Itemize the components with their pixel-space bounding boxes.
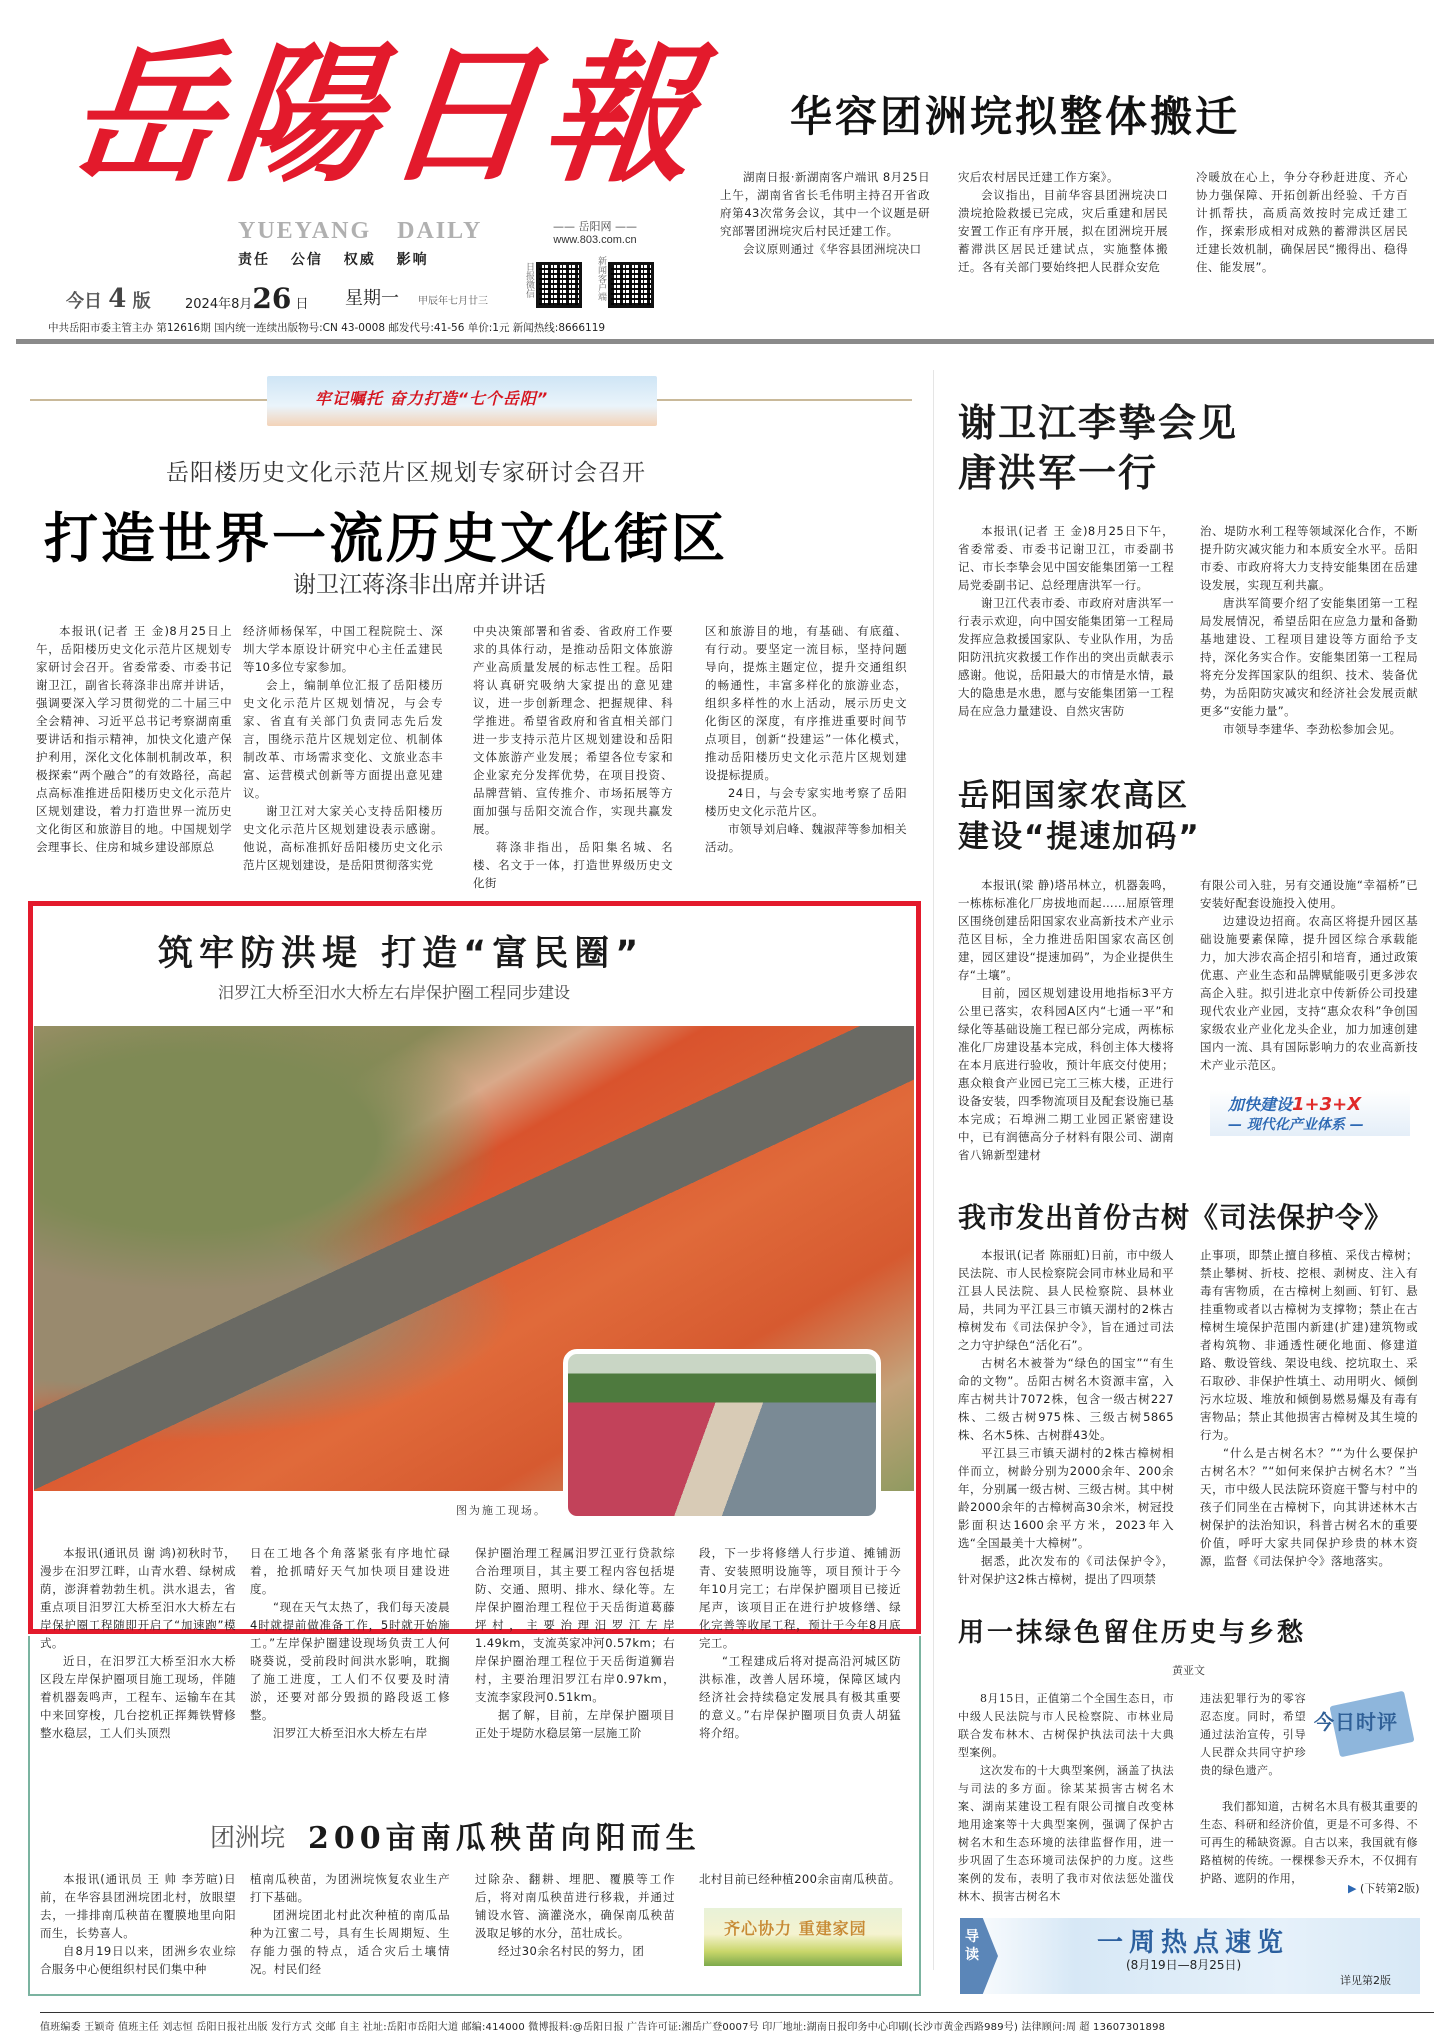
ancient-tree-story-col-2: 止事项，即禁止擅自移植、采伐古樟树；禁止攀树、折枝、挖根、剥树皮、注入有毒有害物质，在古樟树上刻画、钉钉、悬挂重物或者以古樟树为支撑物；禁止在古樟树生境保护范围内新建(扩建)建筑物或者构筑物、非通透性硬化地面、修建道路、敷设管线、架设电线、挖坑取土、采石取砂、非保护性填土、动用明火、倾倒污水垃圾、堆放和倾倒易燃易爆及有毒有害物品；禁止其他损害古樟树及其生境的行为。 “什么是古树名木？”“为什么要保护古树名木？”“如何来保护古树名木？”当天，市中级人民法院环资庭干警与村中的孩子们同坐在古樟树下，向其讲述林木古树保护的法治知识，科普古树名木的重要价值，呼吁大家共同保护珍贵的林木资源，监督《司法保护令》落地落实。	[1200, 1248, 1418, 1568]
feature-col-1: 本报讯(通讯员 谢 鸿)初秋时节，漫步在汨罗江畔，山青水碧、绿树成荫，澎湃着勃勃生机。洪水退去，省重点项目汨罗江大桥至汨水大桥左右岸保护圈工程随即开启了“加速跑”模式。 近日，在汨罗江大桥至汨水大桥区段左岸保护圈项目施工现场，伴随着机器轰鸣声，工程车、运输车在其中来回穿梭，几台挖机正挥舞铁臂修整水稳层，工人们头顶烈	[40, 1546, 236, 1740]
photo-caption: 图为施工现场。	[456, 1504, 547, 1517]
weekday: 星期一	[345, 288, 399, 309]
lead-story-col-4: 区和旅游目的地，有基础、有底蕴、有行动。要坚定一流目标，坚持问题导向，提炼主题定位，提升交通组织的畅通性，丰富多样化的旅游业态，组织多样性的水上活动，展示历史文化街区的深度，有序推进重要时间节点项目，创新“投建运”一体化模式，推动岳阳楼历史文化示范片区规划建设提标提质。 24日，与会专家实地考察了岳阳楼历史文化示范片区。 市领导刘启峰、魏淑萍等参加相关活动。	[705, 624, 907, 854]
meeting-story-headline[interactable]: 谢卫江李挚会见 唐洪军一行	[958, 401, 1239, 495]
qr-code-wechat[interactable]	[536, 262, 582, 308]
commentary-headline[interactable]: 用一抹绿色留住历史与乡愁	[958, 1618, 1307, 1648]
rebuild-ad-text: 齐心协力 重建家园	[724, 1919, 867, 1938]
bottom-story-col-3: 过除杂、翻耕、埋肥、覆膜等工作后，将对南瓜秧苗进行移栽，并通过铺设水管、滴灌浇水，确保南瓜秧苗汲取足够的水分，茁壮成长。 经过30余名村民的努力，团	[475, 1872, 675, 1958]
meeting-story-col-1: 本报讯(记者 王 金)8月25日下午，省委常委、市委书记谢卫江，市委副书记、市长李挚会见中国安能集团第一工程局党委副书记、总经理唐洪军一行。 谢卫江代表市委、市政府对唐洪军一行表示欢迎，向中国安能集团第一工程局发挥应急救援国家队、专业队作用，为岳阳防汛抗灾救援工作作出的突出贡献表示感谢。他说，岳阳最大的市情是水情，最大的隐患是水患，愿与安能集团第一工程局在应急力量建设、自然灾害防	[958, 524, 1174, 718]
edition-count: 今日 4 版	[66, 284, 151, 314]
ancient-tree-story-col-1: 本报讯(记者 陈丽虹)日前，市中级人民法院、市人民检察院会同市林业局和平江县人民法院、县人民检察院、县林业局，共同为平江县三市镇天湖村的2株古樟树发布《司法保护令》，旨在通过司法之力守护绿色“活化石”。 古树名木被誉为“绿色的国宝”“有生命的文物”。岳阳古树名木资源丰富，入库古树共计7072株，包含一级古树227株、二级古树975株、三级古树5865株、名木5株、古树群43处。 平江县三市镇天湖村的2株古樟树相伴而立，树龄分别为2000余年、200余年，分别属一级古树、三级古树。其中树龄2000余年的古樟树高30余米，树冠投影面积达1600余平方米，2023年入选“全国最美十大樟树”。 据悉，此次发布的《司法保护令》，针对保护这2株古樟树，提出了四项禁	[958, 1248, 1174, 1586]
agri-zone-story-col-1: 本报讯(梁 静)塔吊林立，机器轰鸣，一栋栋标准化厂房拔地而起……屈原管理区围绕创建岳阳国家农业高新技术产业示范区目标，全力推进岳阳国家农高区创建，园区建设“提速加码”，为企业提供生存“土壤”。 目前，园区规划建设用地指标3平方公里已落实，农科园A区内“七通一平”和绿化等基础设施工程已部分完成，两栋标准化厂房建设基本完成，科创主体大楼将在本月底进行验收，预计年底交付使用；惠众粮食产业园已完工三栋大楼，正进行设备安装，四季物流项目及配套设施已基本完成；石埠洲二期工业园正紧密建设中，已有润德高分子材料有限公司、湖南省八锦新型建材	[958, 878, 1174, 1162]
agri-zone-story-col-2: 有限公司入驻，另有交通设施“幸福桥”已安装好配套设施投入使用。 边建设边招商。农高区将提升园区基础设施要素保障，提升园区综合承载能力，加大涉农高企招引和培育，通过政策优惠、产业生态和品牌赋能吸引更多涉农高企入驻。拟引进北京中传新侨公司投建现代农业产业园，支持“惠众农科”争创国家级农业产业化龙头企业，加力加速创建国内一流、具有国际影响力的农业高新技术产业示范区。	[1200, 878, 1418, 1072]
commentary-column-badge: 今日时评	[1314, 1710, 1398, 1734]
footer-divider	[40, 2012, 1434, 2013]
qr-code-app[interactable]	[608, 262, 654, 308]
lead-story-headline[interactable]: 打造世界一流历史文化街区	[44, 507, 728, 570]
guide-see-page[interactable]: 详见第2版	[1340, 1974, 1391, 1987]
guide-tag-label: 导读	[965, 1929, 979, 1963]
feature-subtitle: 汨罗江大桥至汨水大桥左右岸保护圈工程同步建设	[218, 983, 571, 1002]
feature-col-2: 日在工地各个角落紧张有序地忙碌着，抢抓晴好天气加快项目建设进度。 “现在天气太热了，我们每天凌晨4时就提前做准备工作，5时就开始施工。”左岸保护圈建设现场负责工人何晓葵说，受前段时间洪水影响，耽搁了施工进度，工人们不仅要及时清淤，还要对部分毁损的路段返工修整。 汨罗江大桥至汨水大桥左右岸	[250, 1546, 450, 1740]
industry-promo-line2: — 现代化产业体系 —	[1228, 1117, 1364, 1133]
top-story-col-2: 灾后农村居民迁建工作方案》。 会议指出，目前华容县团洲垸决口溃垸抢险救援已完成，灾后重建和居民安置工作正有序开展，拟在团洲垸开展蓄滞洪区居民迁建试点，实施整体搬迁。各有关部门要始终把人民群众安危	[958, 170, 1168, 274]
qr-label-app: 新闻客户端	[596, 256, 606, 301]
arrow-right-icon: ▶	[1348, 1882, 1357, 1895]
website-url[interactable]: www.803.com.cn	[553, 234, 637, 246]
issue-date: 2024年8月26 日	[185, 282, 309, 315]
feature-col-3: 保护圈治理工程属汨罗江亚行贷款综合治理项目，其主要工程内容包括堤防、交通、照明、排水、绿化等。左岸保护圈治理工程位于天岳街道葛藤坪村，主要治理汨罗江左岸1.49km，支流英家冲河0.57km；右岸保护圈治理工程位于天岳街道狮岩村，主要治理汨罗江右岸0.97km，支流李家段河0.51km。 据了解，目前，左岸保护圈项目正处于堤防水稳层第一层施工阶	[475, 1546, 675, 1740]
bottom-story-col-2: 植南瓜秧苗，为团洲垸恢复农业生产打下基础。 团洲垸团北村此次种植的南瓜品种为江蜜二号，具有生长周期短、生存能力强的特点，适合灾后土壤情况。村民们经	[250, 1872, 450, 1976]
lead-story-col-3: 中央决策部署和省委、省政府工作要求的具体行动，是推动岳阳文体旅游产业高质量发展的标志性工程。岳阳将认真研究吸纳大家提出的意见建议，进一步创新理念、把握规律、科学推进。希望省政府和省直相关部门进一步支持示范片区规划建设和岳阳文体旅游产业发展；希望各位专家和企业家充分发挥优势，在项目投资、品牌营销、宣传推介、市场拓展等方面加强与岳阳交流合作，实现共赢发展。 蒋涤非指出，岳阳集名城、名楼、名文于一体，打造世界级历史文化街	[473, 624, 673, 890]
footer-info: 值班编委 王颖奇 值班主任 刘志恒 岳阳日报社出版 发行方式 交邮 自主 社址:岳阳市岳阳大道 邮编:414000 微博报料:@岳阳日报 广告许可证:湘岳广登0007号 印厂地址:湖南日报印务中心印刷(长沙市黄金西路989号) 法律顾问:周 超 13607301898	[40, 2022, 1166, 2033]
masthead-divider	[16, 339, 1434, 344]
industry-promo-line1: 加快建设1+3+X	[1228, 1094, 1362, 1115]
website-name: —— 岳阳网 ——	[553, 220, 637, 233]
commentary-col-2a: 违法犯罪行为的零容忍态度。同时，希望通过法治宣传，引导人民群众共同守护珍贵的绿色遗产。	[1200, 1692, 1306, 1777]
feature-headline[interactable]: 筑牢防洪堤 打造“富民圈”	[158, 934, 645, 974]
agri-zone-story-headline[interactable]: 岳阳国家农高区 建设“提速加码”	[958, 778, 1201, 855]
continued-on-page-2[interactable]: ▶ (下转第2版)	[1348, 1882, 1420, 1895]
bottom-story-headline[interactable]: 200亩南瓜秧苗向阳而生	[308, 1821, 701, 1856]
guide-title: 一周热点速览	[1097, 1928, 1290, 1958]
qr-label-wechat: 日报微信	[524, 262, 534, 298]
commentary-col-1: 8月15日，正值第二个全国生态日，市中级人民法院与市人民检察院、市林业局联合发布林木、古树保护执法司法十大典型案例。 这次发布的十大典型案例，涵盖了执法与司法的多方面。徐某某损害古树名木案、湖南某建设工程有限公司擅自改变林地用途案等十大典型案例，强调了保护古树名木和生态环境的法律监督作用，进一步巩固了生态环境司法保护的力度。这些案例的发布，表明了我市对依法惩处滥伐林木、损害古树名木	[958, 1692, 1174, 1903]
top-story-headline[interactable]: 华容团洲垸拟整体搬迁	[790, 92, 1241, 141]
ancient-tree-story-headline[interactable]: 我市发出首份古树《司法保护令》	[958, 1201, 1394, 1234]
lead-story-col-1: 本报讯(记者 王 金)8月25日上午，岳阳楼历史文化示范片区规划专家研讨会召开。省委常委、市委书记谢卫江，副省长蒋涤非出席并讲话，强调要深入学习贯彻党的二十届三中全会精神、习近平总书记考察湖南重要讲话和指示精神，加快文化遗产保护利用，深化文化体制机制改革，积极探索“两个融合”的有效路径，高起点高标准推进岳阳楼历史文化示范片区规划建设，着力打造世界一流历史文化街区和旅游目的地。中国规划学会理事长、住房和城乡建设部原总	[36, 624, 232, 854]
publisher-info: 中共岳阳市委主管主办 第12616期 国内统一连续出版物号:CN 43-0008 邮发代号:41-56 单价:1元 新闻热线:8666119	[48, 322, 606, 334]
newspaper-logo: 岳陽日報	[60, 27, 712, 203]
top-story-col-1: 湖南日报·新湖南客户端讯 8月25日上午，湖南省省长毛伟明主持召开省政府第43次常务会议，其中一个议题是研究部署团洲垸灾后村民迁建工作。 会议原则通过《华容县团洲垸决口	[720, 170, 930, 256]
guide-date-range: (8月19日—8月25日)	[1126, 1958, 1242, 1972]
english-name: YUEYANG DAILY	[238, 218, 483, 244]
bottom-story-col-1: 本报讯(通讯员 王 帅 李芳暄)日前，在华容县团洲垸团北村，放眼望去，一排排南瓜秧苗在覆膜地里向阳而生，长势喜人。 自8月19日以来，团洲乡农业综合服务中心便组织村民们集中种	[40, 1872, 236, 1976]
column-divider	[933, 370, 934, 1970]
commentary-col-2b: 我们都知道，古树名木具有极其重要的生态、科研和经济价值，更是不可多得、不可再生的稀缺资源。自古以来，我国就有修路植树的传统。一棵棵参天乔木，不仅拥有护路、遮阴的作用，	[1200, 1800, 1418, 1885]
campaign-banner-text: 牢记嘱托 奋力打造“七个岳阳”	[315, 389, 549, 408]
lead-story-col-2: 经济师杨保军，中国工程院院士、深圳大学本原设计研究中心主任孟建民等10多位专家参加。 会上，编制单位汇报了岳阳楼历史文化示范片区规划情况，与会专家、省直有关部门负责同志先后发言，围绕示范片区规划定位、机制体制改革、市场需求变化、文旅业态丰富、运营模式创新等方面提出意见建议。 谢卫江对大家关心支持岳阳楼历史文化示范片区规划建设表示感谢。他说，高标准抓好岳阳楼历史文化示范片区规划建设，是岳阳贯彻落实党	[243, 624, 443, 872]
feature-col-4: 段，下一步将修缮人行步道、摊铺沥青、安装照明设施等，项目预计于今年10月完工；右岸保护圈项目已接近尾声，该项目正在进行护坡修缮、绿化完善等收尾工程，预计于今年8月底完工。 “工程建成后将对提高沿河城区防洪标准，改善人居环境，保障区域内经济社会持续稳定发展具有极其重要的意义。”右岸保护圈项目负责人胡猛将介绍。	[699, 1546, 901, 1740]
bottom-story-kicker: 团洲垸	[210, 1823, 286, 1852]
lead-story-subtitle: 谢卫江蒋涤非出席并讲话	[293, 572, 546, 598]
newspaper-motto: 责任 公信 权威 影响	[238, 252, 429, 268]
bridge-inset-photo	[563, 1349, 881, 1521]
lunar-date: 甲辰年七月廿三	[418, 296, 488, 307]
top-story-col-3: 冷暖放在心上，争分夺秒赶进度、齐心协力强保障、开拓创新出经验、千方百计抓帮扶，高质高效按时完成迁建工作，探索形成相对成熟的蓄滞洪区居民迁建长效机制，确保居民“搬得出、稳得住、能发展”。	[1196, 170, 1408, 274]
lead-story-kicker: 岳阳楼历史文化示范片区规划专家研讨会召开	[166, 460, 646, 486]
commentary-byline: 黄亚文	[1172, 1664, 1205, 1677]
bottom-story-col-4: 北村目前已经种植200余亩南瓜秧苗。	[699, 1872, 901, 1886]
meeting-story-col-2: 治、堤防水利工程等领域深化合作，不断提升防灾减灾能力和本质安全水平。岳阳市委、市政府将大力支持安能集团在岳建设发展，实现互利共赢。 唐洪军简要介绍了安能集团第一工程局发展情况，希望岳阳在应急力量和备勤基地建设、工程项目建设等方面给予支持，深化务实合作。安能集团第一工程局将充分发挥国家队的组织、技术、装备优势，为岳阳防灾减灾和经济社会发展贡献更多“安能力量”。 市领导李建华、李劲松参加会见。	[1200, 524, 1418, 736]
